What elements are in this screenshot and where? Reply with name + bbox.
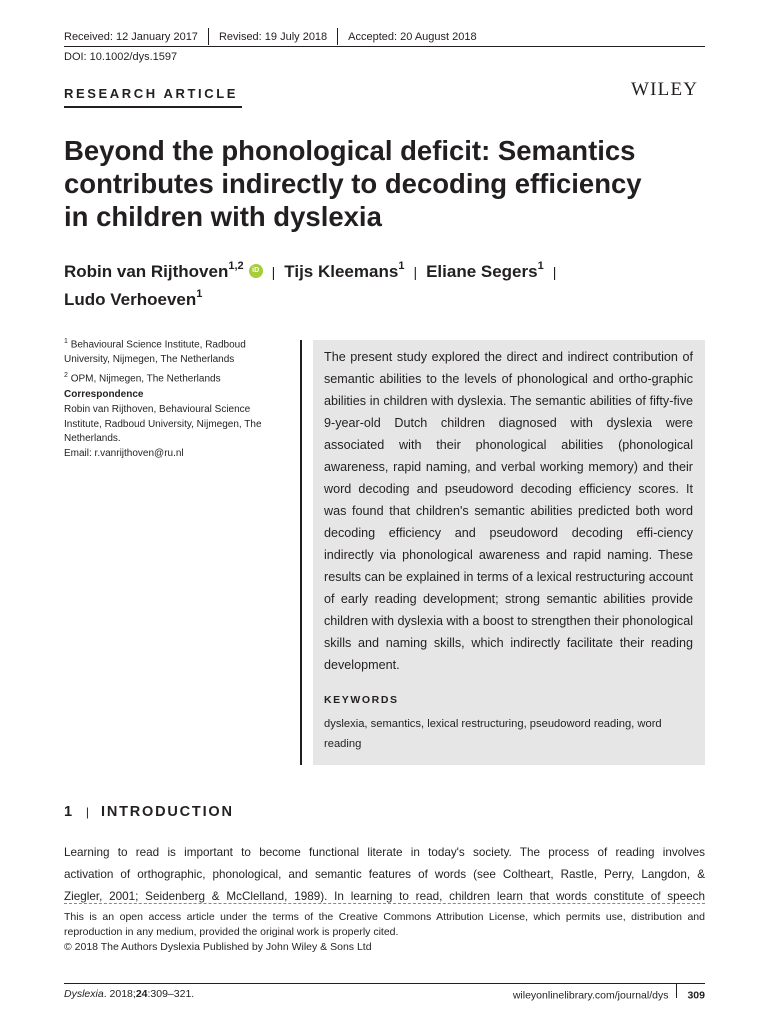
author-affiliation-marker: 1 [537,260,544,273]
keywords-text: dyslexia, semantics, lexical restructuring, pseudoword reading, word reading [324,718,662,750]
footnote-rule [64,903,705,904]
affiliation-marker: 1 [64,338,68,345]
section-separator: | [85,805,89,819]
title-line: contributes indirectly to decoding efficiency [64,168,642,199]
affiliation [64,335,289,368]
affiliation [64,369,289,387]
citation-year: . 2018; [103,988,136,1000]
citation-pages: :309–321. [147,988,195,1000]
section-heading [64,804,234,820]
author-affiliation-marker: 1 [196,288,203,301]
divider [337,28,338,45]
author-name: Robin van Rijthoven [64,262,229,281]
author-separator: | [271,264,276,280]
license-line: reproduction in any medium, provided the original work is properly cited. [64,926,399,938]
article-type: RESEARCH ARTICLE [64,86,239,101]
author-name: Ludo Verhoeven [64,290,197,309]
author-name: Tijs Kleemans [284,262,399,281]
revised-date: Revised: 19 July 2018 [218,31,328,44]
page-number: 309 [687,989,705,1002]
publication-dates [64,29,477,46]
author-separator: | [552,264,557,280]
author-separator: | [413,264,418,280]
affiliation-text: Behavioural Science Institute, Radboud University, Nijmegen, The Netherlands [64,339,246,366]
journal-name: Dyslexia [64,988,104,1000]
accepted-date: Accepted: 20 August 2018 [348,31,477,44]
title-line: Beyond the phonological deficit: Semantics [64,135,636,166]
affiliation-text: OPM, Nijmegen, The Netherlands [70,373,221,385]
orcid-icon[interactable]: iD [249,264,263,278]
author-affiliation-marker: 1 [398,260,405,273]
article-title [64,134,704,233]
section-title: INTRODUCTION [101,804,234,820]
intro-line: activation of orthographic, phonological, and semantic features of words (see Coltheart, Rastle, Perry, Langdon, & [64,868,705,881]
author-list [64,258,704,313]
author-affiliation-marker: 1,2 [228,260,244,273]
divider [208,28,209,45]
header-rule [64,46,705,47]
intro-line: Learning to read is important to become functional literate in today's society. The process of reading involves [64,846,705,859]
intro-line: Ziegler, 2001; Seidenberg & McClelland, 1989). In learning to read, children learn that words constitute of speech [64,890,705,903]
license-note [64,910,705,955]
divider [676,983,677,998]
author-name: Eliane Segers [426,262,538,281]
correspondence-text: Robin van Rijthoven, Behavioural Science Institute, Radboud University, Nijmegen, The Netherlands. [64,403,262,445]
article-type-underline [64,106,242,108]
correspondence-heading: Correspondence [64,389,144,400]
footer-right [513,988,705,1003]
publisher-logo: WILEY [631,79,699,100]
license-line: This is an open access article under the terms of the Creative Commons Attribution License, which permits use, distribution and [64,911,705,923]
doi: DOI: 10.1002/dys.1597 [64,51,178,63]
copyright-line: © 2018 The Authors Dyslexia Published by John Wiley & Sons Ltd [64,941,372,953]
column-divider [300,340,302,765]
footer-rule [64,983,705,984]
journal-citation [64,988,194,1000]
title-line: in children with dyslexia [64,201,382,232]
correspondence-email[interactable]: Email: r.vanrijthoven@ru.nl [64,448,184,460]
abstract-text: The present study explored the direct and indirect contribution of semantic abilities to the levels of phonological and ortho-graphic abilities in children with dyslexia. The semantic abilities of fifty-five 9-year-old Dutch children diagnosed with dyslexia were associated with their phonological abilities (phonological awareness, rapid naming, and verbal working memory) and their word decoding and pseudoword decoding efficiency scores. It was found that children's semantic abilities predicted both word decoding efficiency and pseudoword decoding effi-ciency indirectly via phonological awareness and rapid naming. These results can be explained in terms of a lexical restructuring account of early reading development; strong semantic abilities provide children with dyslexia with a boost to strengthen their phonological skills and naming skills, which indirectly facilitate their reading development. [324,350,693,672]
keywords-heading: KEYWORDS [324,694,399,706]
affiliation-marker: 2 [64,372,68,379]
section-number: 1 [64,804,74,820]
citation-volume: 24 [135,988,148,1000]
correspondence [64,388,289,462]
journal-url[interactable]: wileyonlinelibrary.com/journal/dys [512,989,669,1002]
intro-paragraph [64,842,705,908]
received-date: Received: 12 January 2017 [64,31,198,44]
